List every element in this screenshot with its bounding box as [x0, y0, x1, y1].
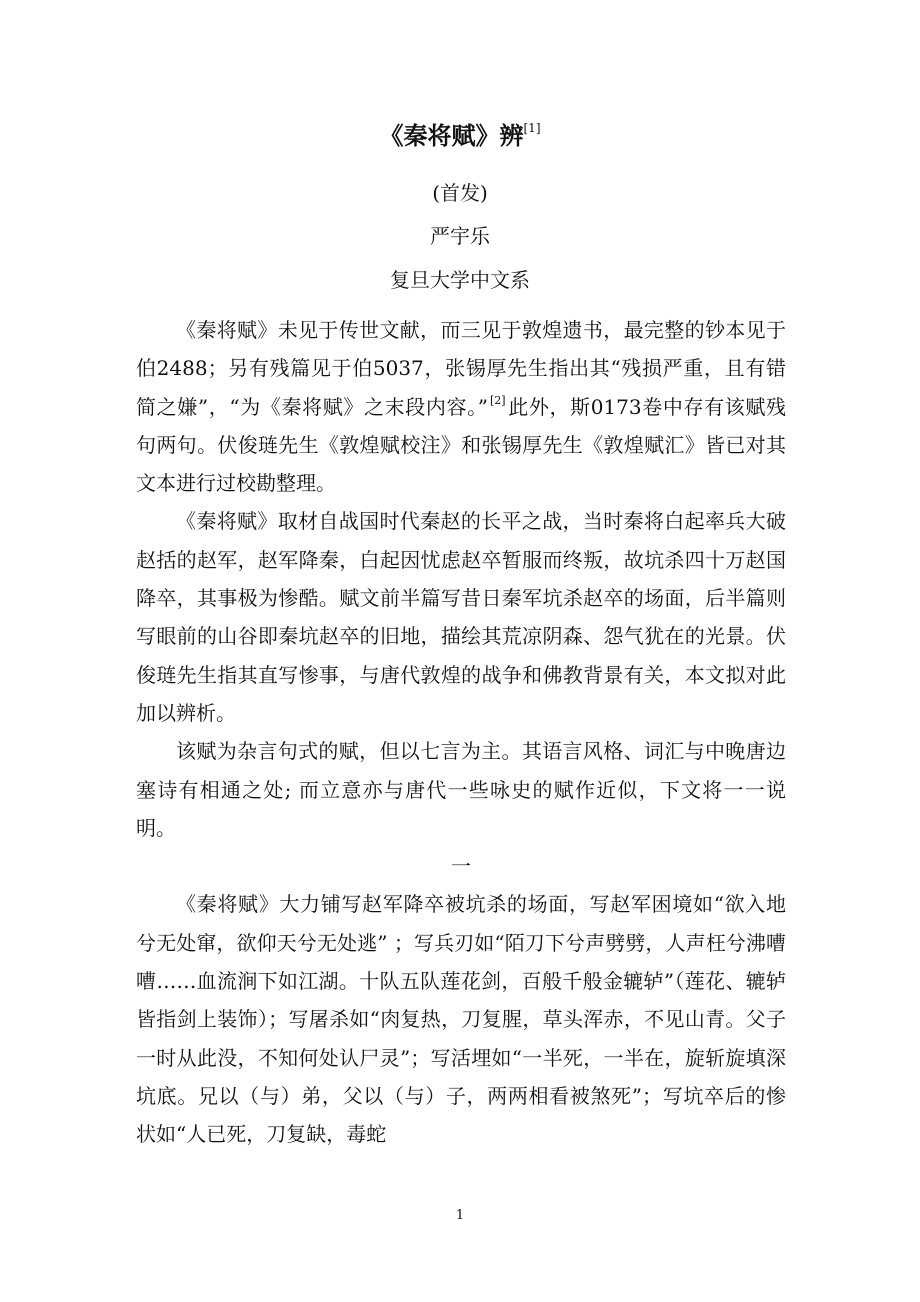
- paragraph-2: 《秦将赋》取材自战国时代秦赵的长平之战，当时秦将白起率兵大破赵括的赵军，赵军降秦，白起因忧虑赵卒暂服而终叛，故坑杀四十万赵国降卒，其事极为惨酷。赋文前半篇写昔日秦军坑杀赵卒的场面，后半篇则写眼前的山谷即秦坑赵卒的旧地，描绘其荒凉阴森、怨气犹在的光景。伏俊琏先生指其直写惨事，与唐代敦煌的战争和佛教背景有关，本文拟对此加以辨析。: [136, 509, 786, 725]
- paragraph-3: 该赋为杂言句式的赋，但以七言为主。其语言风格、词汇与中晚唐边塞诗有相通之处; 而立意亦与唐代一些咏史的赋作近似，下文将一一说明。: [136, 739, 786, 840]
- page-number: 1: [455, 1208, 465, 1223]
- author-name: 严宇乐: [430, 224, 490, 248]
- document-title: [0, 118, 920, 154]
- title-text: 《秦将赋》辨: [379, 121, 524, 150]
- paragraph-1-text-cont: 此外，斯0173卷中存有该赋残句两句。伏俊琏先生《敦煌赋校注》和张锡厚先生《敦煌赋汇》皆已对其文本进行过校勘整理。: [136, 394, 786, 496]
- author-affiliation: 复旦大学中文系: [390, 268, 530, 292]
- paragraph-1: [136, 311, 786, 502]
- subtitle: (首发): [432, 181, 488, 205]
- body-text: [136, 311, 786, 1154]
- section-number: 一: [451, 854, 471, 879]
- footnote-ref-2[interactable]: [2]: [489, 393, 506, 407]
- section-1-paragraph: 《秦将赋》大力铺写赵军降卒被坑杀的场面，写赵军困境如“欲入地兮无处窜，欲仰天兮无处逃” ；写兵刃如“陌刀下兮声劈劈，人声枉兮沸嘈嘈……血流涧下如江湖。十队五队莲花剑，百般千般金辘轳”（莲花、辘轳皆指剑上装饰）；写屠杀如“肉复热，刀复腥，草头浑赤，不见山青。父子一时从此没，不知何处认尸灵”；写活埋如“一半死，一半在，旋斩旋填深坑底。兄以（与）弟，父以（与）子，两两相看被煞死”；写坑卒后的惨状如“人已死，刀复缺，毒蛇: [136, 892, 786, 1147]
- title-footnote-ref[interactable]: [1]: [523, 121, 541, 135]
- paragraph-1-text: 《秦将赋》未见于传世文献，而三见于敦煌遗书，最完整的钞本见于伯2488；另有残篇见于伯5037，张锡厚先生指出其“残损严重，且有错简之嫌”，“为《秦将赋》之末段内容。”: [136, 318, 786, 419]
